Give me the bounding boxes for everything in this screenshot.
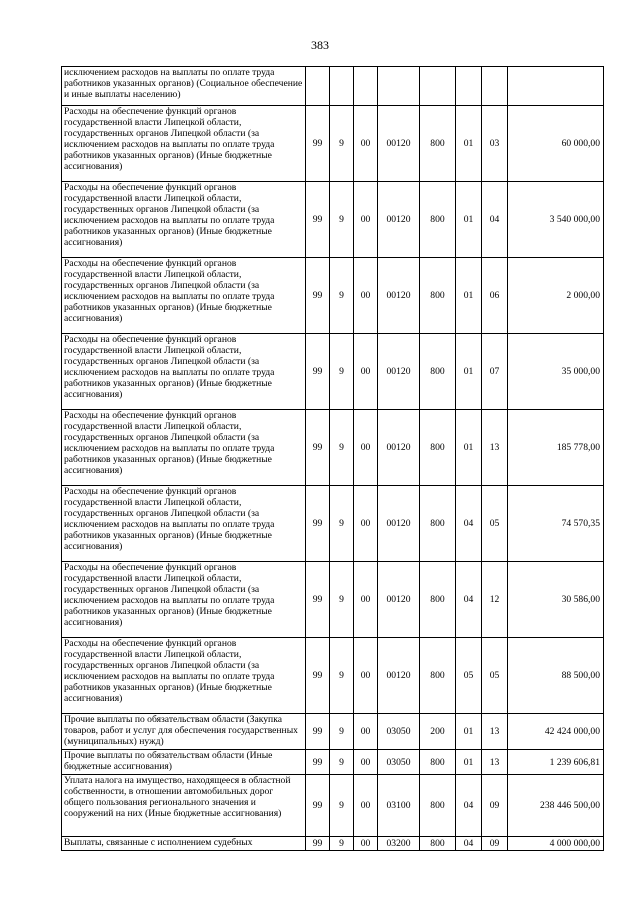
code-col-3: 00 <box>354 562 378 638</box>
code-col-5: 800 <box>420 775 456 837</box>
code-col-6: 01 <box>456 258 482 334</box>
code-col-4: 03050 <box>378 750 420 775</box>
code-col-7: 13 <box>482 750 508 775</box>
code-col-1: 99 <box>306 562 330 638</box>
table-row <box>62 750 604 775</box>
code-col-7: 04 <box>482 182 508 258</box>
code-col-3: 00 <box>354 638 378 714</box>
amount-cell: 4 000 000,00 <box>508 837 604 851</box>
code-col-3: 00 <box>354 106 378 182</box>
code-col-1: 99 <box>306 638 330 714</box>
code-col-4: 00120 <box>378 106 420 182</box>
code-col-1: 99 <box>306 106 330 182</box>
code-col-7: 12 <box>482 562 508 638</box>
code-col-7: 05 <box>482 638 508 714</box>
code-col-2: 9 <box>330 837 354 851</box>
table-row <box>62 334 604 410</box>
table-row <box>62 638 604 714</box>
code-col-5: 800 <box>420 334 456 410</box>
table-row <box>62 486 604 562</box>
code-col-1: 99 <box>306 750 330 775</box>
code-col-2: 9 <box>330 182 354 258</box>
code-col-1: 99 <box>306 714 330 750</box>
code-col-6 <box>456 67 482 106</box>
code-col-3: 00 <box>354 775 378 837</box>
budget-table <box>61 66 604 851</box>
row-name: исключением расходов на выплаты по оплате труда работников указанных органов) (Социальное обеспечение и иные выплаты населению) <box>62 67 306 106</box>
row-name: Расходы на обеспечение функций органов государственной власти Липецкой области, государственных органов Липецкой области (за исключением расходов на выплаты по оплате труда работников указанных органов) (Иные бюджетные ассигнования) <box>62 410 306 486</box>
code-col-5: 200 <box>420 714 456 750</box>
code-col-1: 99 <box>306 775 330 837</box>
code-col-6: 01 <box>456 334 482 410</box>
code-col-2: 9 <box>330 714 354 750</box>
amount-cell: 30 586,00 <box>508 562 604 638</box>
code-col-3: 00 <box>354 334 378 410</box>
code-col-6: 04 <box>456 837 482 851</box>
code-col-2: 9 <box>330 258 354 334</box>
code-col-7: 09 <box>482 775 508 837</box>
code-col-3 <box>354 67 378 106</box>
code-col-5: 800 <box>420 750 456 775</box>
amount-cell <box>508 67 604 106</box>
code-col-1: 99 <box>306 182 330 258</box>
code-col-3: 00 <box>354 837 378 851</box>
table-row <box>62 714 604 750</box>
page-number: 383 <box>311 38 329 52</box>
amount-cell: 35 000,00 <box>508 334 604 410</box>
code-col-5: 800 <box>420 638 456 714</box>
code-col-6: 05 <box>456 638 482 714</box>
row-name: Расходы на обеспечение функций органов государственной власти Липецкой области, государственных органов Липецкой области (за исключением расходов на выплаты по оплате труда работников указанных органов) (Иные бюджетные ассигнования) <box>62 638 306 714</box>
code-col-6: 01 <box>456 182 482 258</box>
row-name: Расходы на обеспечение функций органов государственной власти Липецкой области, государственных органов Липецкой области (за исключением расходов на выплаты по оплате труда работников указанных органов) (Иные бюджетные ассигнования) <box>62 258 306 334</box>
code-col-6: 01 <box>456 750 482 775</box>
code-col-7 <box>482 67 508 106</box>
code-col-4 <box>378 67 420 106</box>
code-col-2 <box>330 67 354 106</box>
row-name: Прочие выплаты по обязательствам области (Иные бюджетные ассигнования) <box>62 750 306 775</box>
code-col-7: 09 <box>482 837 508 851</box>
code-col-4: 03100 <box>378 775 420 837</box>
code-col-5: 800 <box>420 258 456 334</box>
amount-cell: 2 000,00 <box>508 258 604 334</box>
row-name: Расходы на обеспечение функций органов государственной власти Липецкой области, государственных органов Липецкой области (за исключением расходов на выплаты по оплате труда работников указанных органов) (Иные бюджетные ассигнования) <box>62 182 306 258</box>
table-row <box>62 837 604 851</box>
table-row <box>62 775 604 837</box>
code-col-4: 03200 <box>378 837 420 851</box>
table-row <box>62 67 604 106</box>
code-col-6: 01 <box>456 410 482 486</box>
code-col-6: 01 <box>456 714 482 750</box>
amount-cell: 3 540 000,00 <box>508 182 604 258</box>
code-col-2: 9 <box>330 562 354 638</box>
code-col-3: 00 <box>354 750 378 775</box>
code-col-2: 9 <box>330 486 354 562</box>
row-name: Уплата налога на имущество, находящееся в областной собственности, в отношении автомобильных дорог общего пользования регионального значения и сооружений на них (Иные бюджетные ассигнования) <box>62 775 306 837</box>
amount-cell: 42 424 000,00 <box>508 714 604 750</box>
code-col-6: 04 <box>456 775 482 837</box>
code-col-4: 00120 <box>378 258 420 334</box>
table-row <box>62 106 604 182</box>
table-row <box>62 258 604 334</box>
code-col-7: 05 <box>482 486 508 562</box>
code-col-5: 800 <box>420 182 456 258</box>
code-col-2: 9 <box>330 750 354 775</box>
row-name: Расходы на обеспечение функций органов государственной власти Липецкой области, государственных органов Липецкой области (за исключением расходов на выплаты по оплате труда работников указанных органов) (Иные бюджетные ассигнования) <box>62 562 306 638</box>
code-col-5: 800 <box>420 106 456 182</box>
code-col-4: 00120 <box>378 486 420 562</box>
code-col-3: 00 <box>354 258 378 334</box>
row-name: Расходы на обеспечение функций органов государственной власти Липецкой области, государственных органов Липецкой области (за исключением расходов на выплаты по оплате труда работников указанных органов) (Иные бюджетные ассигнования) <box>62 486 306 562</box>
table-row <box>62 410 604 486</box>
code-col-1 <box>306 67 330 106</box>
code-col-2: 9 <box>330 410 354 486</box>
code-col-4: 03050 <box>378 714 420 750</box>
amount-cell: 74 570,35 <box>508 486 604 562</box>
amount-cell: 238 446 500,00 <box>508 775 604 837</box>
code-col-1: 99 <box>306 837 330 851</box>
amount-cell: 1 239 606,81 <box>508 750 604 775</box>
row-name: Прочие выплаты по обязательствам области (Закупка товаров, работ и услуг для обеспечения государственных (муниципальных) нужд) <box>62 714 306 750</box>
code-col-6: 01 <box>456 106 482 182</box>
code-col-5 <box>420 67 456 106</box>
code-col-3: 00 <box>354 410 378 486</box>
amount-cell: 88 500,00 <box>508 638 604 714</box>
code-col-6: 04 <box>456 562 482 638</box>
code-col-4: 00120 <box>378 182 420 258</box>
code-col-1: 99 <box>306 258 330 334</box>
amount-cell: 185 778,00 <box>508 410 604 486</box>
code-col-4: 00120 <box>378 562 420 638</box>
code-col-4: 00120 <box>378 410 420 486</box>
code-col-5: 800 <box>420 562 456 638</box>
code-col-5: 800 <box>420 486 456 562</box>
table-row <box>62 182 604 258</box>
code-col-2: 9 <box>330 334 354 410</box>
code-col-1: 99 <box>306 410 330 486</box>
row-name: Расходы на обеспечение функций органов государственной власти Липецкой области, государственных органов Липецкой области (за исключением расходов на выплаты по оплате труда работников указанных органов) (Иные бюджетные ассигнования) <box>62 106 306 182</box>
code-col-7: 07 <box>482 334 508 410</box>
row-name: Расходы на обеспечение функций органов государственной власти Липецкой области, государственных органов Липецкой области (за исключением расходов на выплаты по оплате труда работников указанных органов) (Иные бюджетные ассигнования) <box>62 334 306 410</box>
code-col-1: 99 <box>306 486 330 562</box>
amount-cell: 60 000,00 <box>508 106 604 182</box>
code-col-6: 04 <box>456 486 482 562</box>
code-col-2: 9 <box>330 638 354 714</box>
code-col-4: 00120 <box>378 638 420 714</box>
code-col-7: 13 <box>482 714 508 750</box>
code-col-2: 9 <box>330 775 354 837</box>
code-col-7: 13 <box>482 410 508 486</box>
code-col-3: 00 <box>354 714 378 750</box>
code-col-3: 00 <box>354 486 378 562</box>
code-col-5: 800 <box>420 837 456 851</box>
code-col-7: 06 <box>482 258 508 334</box>
code-col-1: 99 <box>306 334 330 410</box>
code-col-3: 00 <box>354 182 378 258</box>
table-row <box>62 562 604 638</box>
code-col-7: 03 <box>482 106 508 182</box>
code-col-5: 800 <box>420 410 456 486</box>
code-col-2: 9 <box>330 106 354 182</box>
code-col-4: 00120 <box>378 334 420 410</box>
row-name: Выплаты, связанные с исполнением судебных <box>62 837 306 851</box>
